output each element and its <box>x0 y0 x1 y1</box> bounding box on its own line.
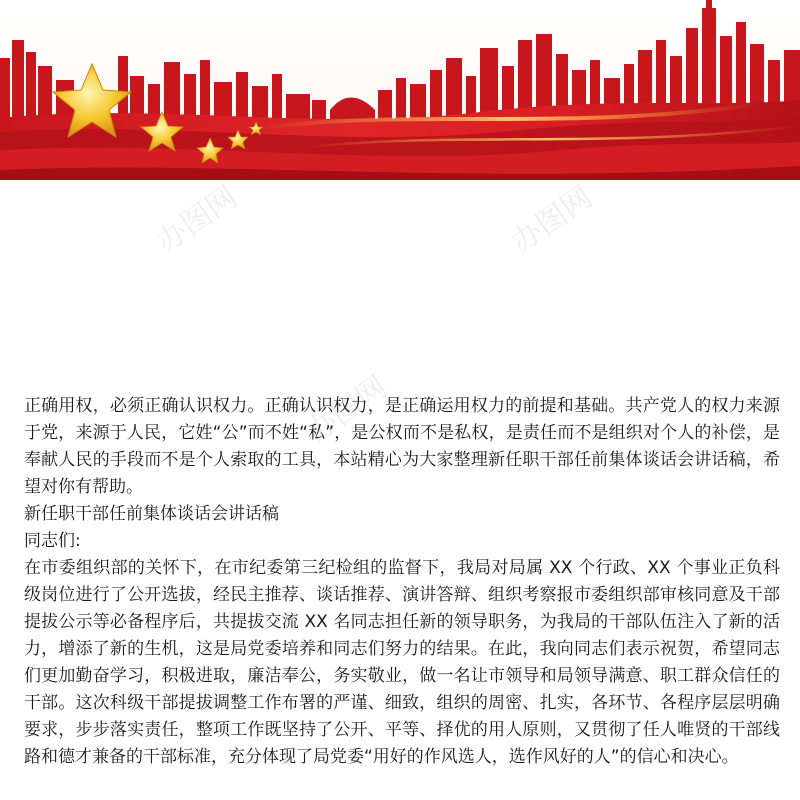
header-banner <box>0 0 800 190</box>
salutation: 同志们: <box>24 531 81 551</box>
star-icon <box>197 138 223 163</box>
intro-paragraph: 正确用权，必须正确认识权力。正确认识权力，是正确运用权力的前提和基础。共产党人的权力来源于党，来源于人民，它姓“公”而不姓“私”，是公权而不是私权，是责任而不是组织对个人的补偿，是奉献人民的手段而不是个人索取的工具，本站精心为大家整理新任职干部任前集体谈话会讲话稿，希望对你有帮助。 <box>24 396 780 497</box>
star-icon <box>53 64 131 137</box>
stars-group <box>0 0 800 190</box>
star-icon <box>249 122 263 135</box>
watermark-text: 办图网 <box>505 179 599 261</box>
document-title: 新任职干部任前集体谈话会讲话稿 <box>24 504 279 524</box>
watermark-text: 办图网 <box>300 369 394 451</box>
body-paragraph: 在市委组织部的关怀下，在市纪委第三纪检组的监督下，我局对局属 XX 个行政、XX 个事业正负科级岗位进行了公开选拔，经民主推荐、谈话推荐、演讲答辩、组织考察报市委组织部审核同意及干部提拔公示等必备程序后，共提拔交流 XX 名同志担任新的领导职务，为我局的干部队伍注入了新的活力，增添了新的生机，这是局党委培养和同志们努力的结果。在此，我向同志们表示祝贺，希望同志们更加勤奋学习，积极进取，廉洁奉公，务实敬业，做一名让市领导和局领导满意、职工群众信任的干部。这次科级干部提拔调整工作布署的严谨、细致，组织的周密、扎实，各环节、各程序层层明确要求，步步落实责任，整项工作既坚持了公开、平等、择优的用人原则，又贯彻了任人唯贤的干部线路和德才兼备的干部标准，充分体现了局党委“用好的作风选人，选作风好的人”的信心和决心。 <box>24 558 780 767</box>
star-icon <box>141 112 183 151</box>
watermark-text: 办图网 <box>150 179 244 261</box>
star-icon <box>228 130 248 149</box>
document-body <box>24 393 780 771</box>
